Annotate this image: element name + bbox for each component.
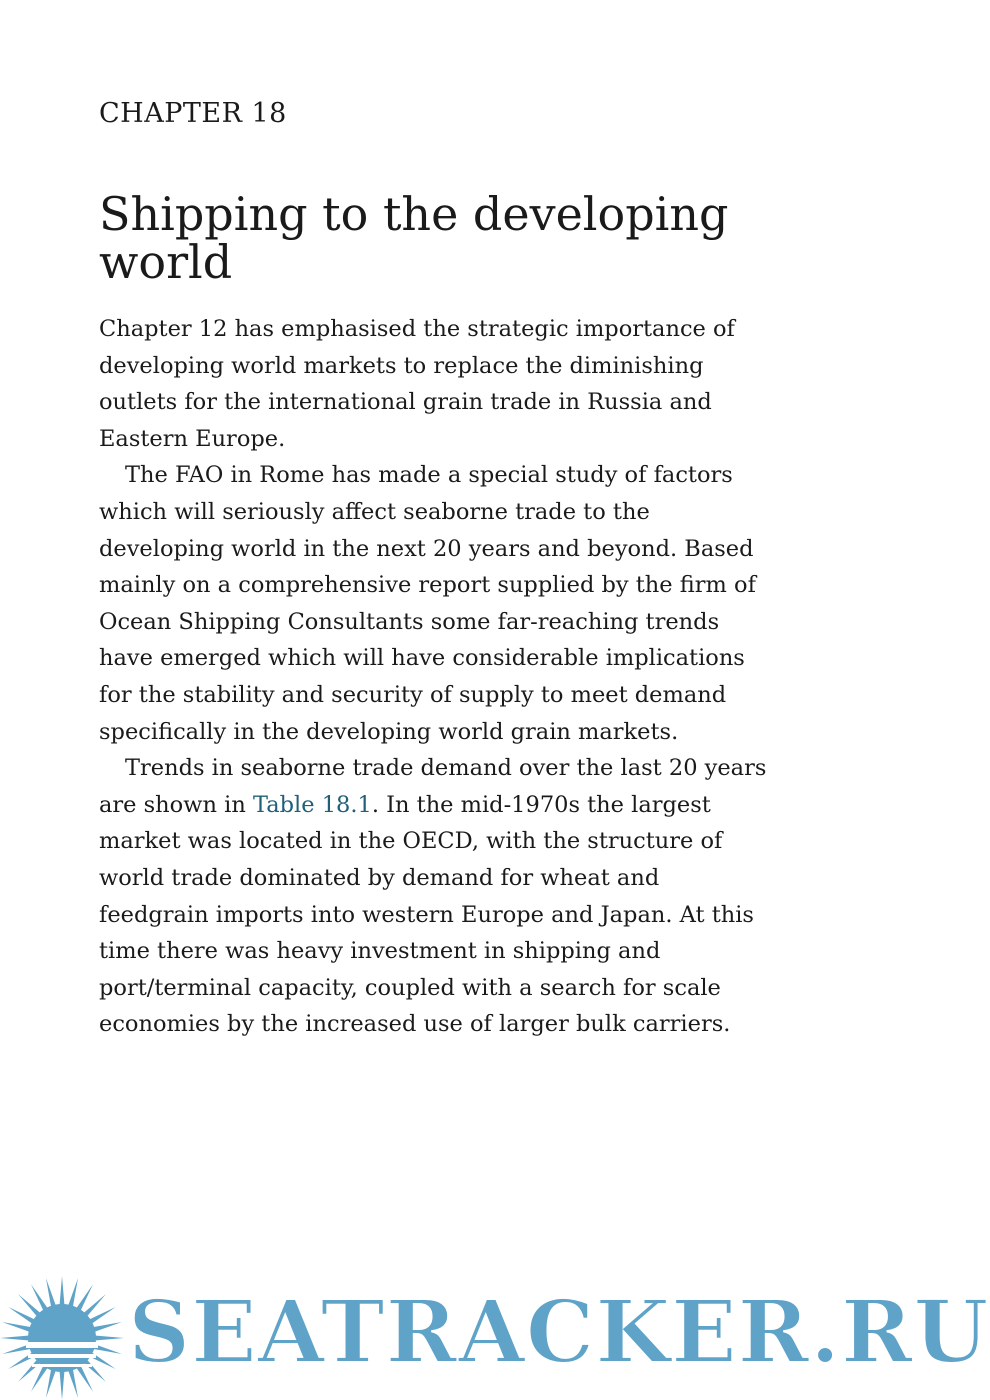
paragraph-3-rest: . In the mid-1970s the largest market was located in the OECD, with the structure of world trade dominated by demand for wheat and feedgrain imports into western Europe and Japan. At this time there was heavy investment in shipping and port/terminal capacity, coupled with a search for scale economies by the increased use of larger bulk carriers. [99,791,754,1038]
sun-ray [0,1335,32,1340]
chapter-title: Shipping to the developing world [99,187,729,289]
paragraph-2: The FAO in Rome has made a special study of factors which will seriously affect seaborne trade to the developing world in the next 20 years and beyond. Based mainly on a comprehensive report supplied by the firm of Ocean Shipping Consultants some far-reaching trends have emerged which will have considerable implications for the stability and security of supply to meet demand specifically in the developing world grain markets. [99,462,756,745]
sun-ray [59,1276,64,1308]
watermark-text: SEATRACKER.RU [128,1282,990,1383]
sun-ray [59,1368,64,1400]
table-reference-link[interactable]: Table 18.1 [252,791,372,818]
sun-ray [92,1335,124,1340]
body-text [99,311,771,1043]
chapter-label: CHAPTER 18 [99,98,287,129]
paragraph-3-lead: Trends in seaborne trade demand over the last 20 years are shown in [99,755,767,818]
paragraph-1: Chapter 12 has emphasised the strategic importance of developing world markets to replace the diminishing outlets for the international grain trade in Russia and Eastern Europe. [99,316,735,452]
paragraph-3 [99,750,771,1043]
